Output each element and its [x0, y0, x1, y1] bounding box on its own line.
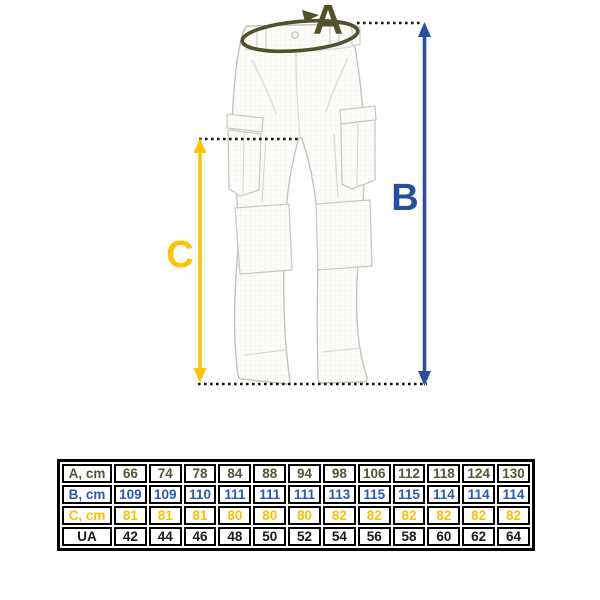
size-cell: 80: [253, 506, 286, 525]
size-cell: 111: [253, 485, 286, 504]
row-label: C, cm: [62, 506, 112, 525]
size-cell: 44: [149, 527, 182, 546]
size-cell: 124: [462, 464, 495, 483]
size-cell: 94: [288, 464, 321, 483]
waist-button: [292, 32, 298, 38]
size-cell: 48: [218, 527, 251, 546]
size-cell: 114: [427, 485, 460, 504]
size-cell: 58: [393, 527, 426, 546]
size-cell: 106: [358, 464, 391, 483]
measure-b-length: [391, 22, 431, 386]
row-label: B, cm: [62, 485, 112, 504]
table-row: [62, 506, 530, 525]
size-cell: 78: [184, 464, 217, 483]
size-cell: 50: [253, 527, 286, 546]
b-arrowhead-down-icon: [418, 371, 431, 386]
size-table-body: [62, 464, 530, 546]
size-cell: 118: [427, 464, 460, 483]
table-row: [62, 527, 530, 546]
size-cell: 46: [184, 527, 217, 546]
knee-patches: [235, 200, 372, 274]
size-cell: 115: [393, 485, 426, 504]
size-cell: 80: [288, 506, 321, 525]
size-cell: 60: [427, 527, 460, 546]
size-cell: 82: [427, 506, 460, 525]
pants-drawing: [227, 24, 376, 384]
size-cell: 110: [184, 485, 217, 504]
size-cell: 74: [149, 464, 182, 483]
c-arrowhead-down-icon: [194, 368, 207, 383]
size-cell: 109: [149, 485, 182, 504]
size-cell: 114: [497, 485, 530, 504]
size-cell: 81: [114, 506, 147, 525]
c-arrowhead-up-icon: [194, 138, 207, 153]
measure-c-inseam: [166, 138, 206, 383]
label-a: A: [312, 0, 344, 43]
size-cell: 82: [393, 506, 426, 525]
table-row: [62, 464, 530, 483]
size-cell: 130: [497, 464, 530, 483]
size-cell: 82: [358, 506, 391, 525]
size-cell: 113: [323, 485, 356, 504]
size-cell: 81: [184, 506, 217, 525]
size-cell: 88: [253, 464, 286, 483]
size-cell: 112: [393, 464, 426, 483]
size-cell: 62: [462, 527, 495, 546]
row-label: UA: [62, 527, 112, 546]
size-cell: 66: [114, 464, 147, 483]
size-cell: 98: [323, 464, 356, 483]
size-cell: 109: [114, 485, 147, 504]
size-cell: 115: [358, 485, 391, 504]
size-cell: 82: [497, 506, 530, 525]
size-table: [57, 459, 535, 551]
size-cell: 52: [288, 527, 321, 546]
row-label: A, cm: [62, 464, 112, 483]
label-b: B: [391, 177, 419, 219]
size-cell: 114: [462, 485, 495, 504]
size-cell: 80: [218, 506, 251, 525]
size-cell: 42: [114, 527, 147, 546]
size-cell: 84: [218, 464, 251, 483]
size-cell: 111: [288, 485, 321, 504]
size-cell: 82: [462, 506, 495, 525]
label-c: C: [166, 234, 194, 276]
size-cell: 64: [497, 527, 530, 546]
b-arrowhead-up-icon: [418, 22, 431, 37]
table-row: [62, 485, 530, 504]
size-cell: 82: [323, 506, 356, 525]
size-cell: 54: [323, 527, 356, 546]
size-cell: 81: [149, 506, 182, 525]
size-cell: 56: [358, 527, 391, 546]
size-cell: 111: [218, 485, 251, 504]
